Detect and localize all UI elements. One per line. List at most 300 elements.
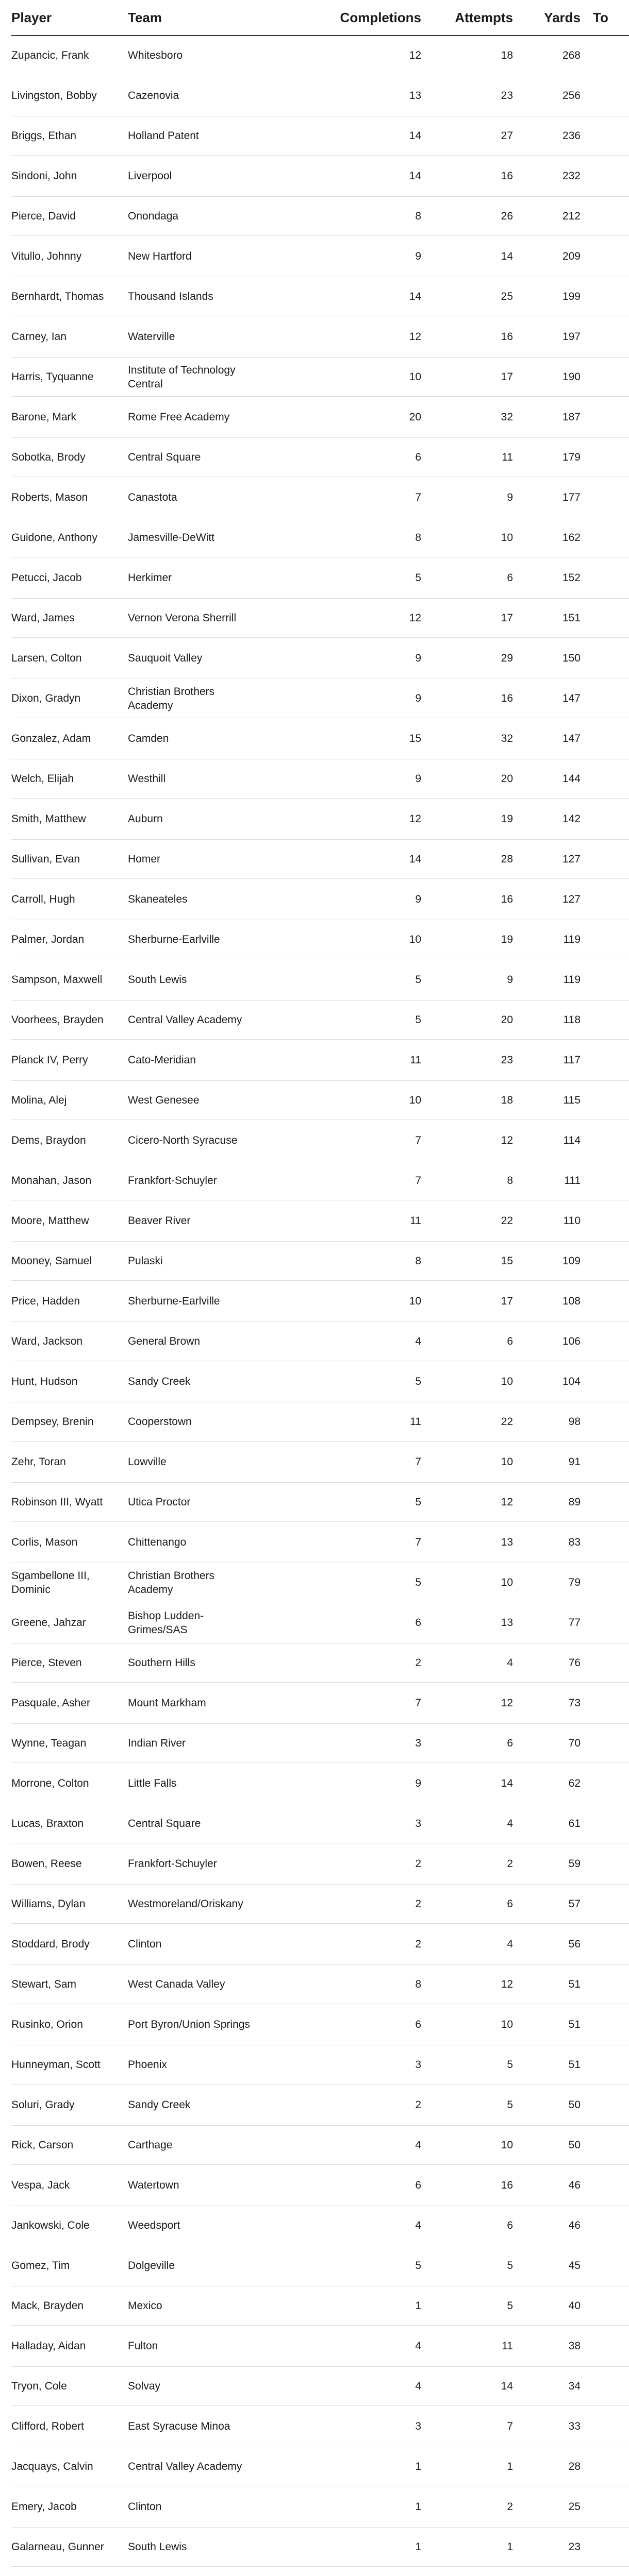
table-row [11,679,629,718]
cell-yards: 114 [513,1120,581,1161]
table-row [11,2084,629,2126]
cell-attempts: 5 [421,2045,513,2084]
cell-player: Sindoni, John [11,156,128,197]
cell-player [11,2567,128,2576]
cell-attempts: 10 [421,2126,513,2165]
cell-player: Robinson III, Wyatt [11,1483,128,1522]
cell-completions: 8 [263,1965,421,2004]
cell-touchdowns [581,1120,629,1161]
cell-touchdowns [581,1081,629,1120]
cell-player: Harris, Tyquanne [11,358,128,397]
cell-completions: 20 [263,397,421,438]
cell-completions: 10 [263,920,421,959]
cell-touchdowns [581,2206,629,2245]
table-row [11,2286,629,2326]
cell-touchdowns [581,197,629,236]
cell-yards: 127 [513,840,581,879]
cell-team: Rome Free Academy [128,397,263,438]
cell-yards: 187 [513,397,581,438]
cell-player: Gomez, Tim [11,2245,128,2286]
cell-player: Roberts, Mason [11,477,128,518]
cell-attempts: 6 [421,2206,513,2245]
cell-attempts: 16 [421,879,513,920]
cell-team: Cazenovia [128,75,263,116]
cell-touchdowns [581,1683,629,1724]
cell-yards: 179 [513,438,581,477]
table-row [11,1965,629,2004]
cell-yards: 104 [513,1361,581,1402]
cell-yards: 119 [513,959,581,1001]
cell-team: Central Valley Academy [128,1001,263,1040]
cell-touchdowns [581,1001,629,1040]
table-row [11,236,629,277]
cell-touchdowns [581,2486,629,2528]
table-container [11,0,629,2576]
cell-attempts: 6 [421,1724,513,1763]
table-row [11,1081,629,1120]
cell-team: Fulton [128,2326,263,2367]
cell-touchdowns [581,116,629,156]
table-row [11,1522,629,1563]
cell-yards: 152 [513,557,581,599]
cell-attempts: 22 [421,1402,513,1442]
table-row [11,2245,629,2286]
cell-touchdowns [581,1483,629,1522]
table-row [11,2567,629,2576]
cell-attempts: 12 [421,1483,513,1522]
cell-yards: 117 [513,1040,581,1081]
cell-player: Guidone, Anthony [11,518,128,557]
cell-touchdowns [581,1442,629,1483]
cell-team: Cicero-North Syracuse [128,1120,263,1161]
cell-player: Voorhees, Brayden [11,1001,128,1040]
cell-completions [263,2567,421,2576]
table-row [11,2486,629,2528]
cell-team: Christian Brothers Academy [128,1563,263,1602]
cell-touchdowns [581,1924,629,1965]
col-header-player[interactable]: Player [11,0,128,36]
cell-team: East Syracuse Minoa [128,2406,263,2447]
cell-touchdowns [581,959,629,1001]
table-row [11,156,629,197]
cell-completions: 14 [263,840,421,879]
cell-yards: 108 [513,1281,581,1322]
cell-completions: 5 [263,1001,421,1040]
cell-attempts: 19 [421,799,513,840]
cell-team: Clinton [128,2486,263,2528]
cell-team: Phoenix [128,2045,263,2084]
cell-completions: 14 [263,277,421,316]
cell-yards: 119 [513,920,581,959]
cell-touchdowns [581,358,629,397]
cell-yards: 34 [513,2367,581,2406]
cell-player: Wynne, Teagan [11,1724,128,1763]
cell-team: Cooperstown [128,1402,263,1442]
cell-player: Sullivan, Evan [11,840,128,879]
table-row [11,1683,629,1724]
cell-completions: 11 [263,1402,421,1442]
cell-attempts: 8 [421,1161,513,1200]
cell-player: Stewart, Sam [11,1965,128,2004]
cell-completions: 6 [263,438,421,477]
cell-completions: 7 [263,477,421,518]
cell-touchdowns [581,1200,629,1242]
cell-team: Chittenango [128,1522,263,1563]
table-row [11,1804,629,1843]
table-row [11,2165,629,2206]
table-row [11,2126,629,2165]
cell-touchdowns [581,1885,629,1924]
cell-attempts: 28 [421,840,513,879]
table-row [11,1402,629,1442]
cell-player: Dixon, Gradyn [11,679,128,718]
table-row [11,799,629,840]
cell-yards: 77 [513,1602,581,1643]
cell-completions: 7 [263,1161,421,1200]
cell-player: Smith, Matthew [11,799,128,840]
cell-attempts: 32 [421,397,513,438]
cell-player: Bowen, Reese [11,1843,128,1885]
cell-player: Ward, James [11,599,128,638]
cell-completions: 12 [263,316,421,358]
cell-yards: 61 [513,1804,581,1843]
cell-player: Pasquale, Asher [11,1683,128,1724]
cell-yards: 91 [513,1442,581,1483]
cell-player: Hunneyman, Scott [11,2045,128,2084]
cell-player: Larsen, Colton [11,638,128,679]
table-row [11,920,629,959]
cell-player: Galarneau, Gunner [11,2528,128,2567]
cell-completions: 3 [263,2045,421,2084]
cell-yards: 33 [513,2406,581,2447]
cell-player: Zupancic, Frank [11,36,128,75]
cell-completions: 12 [263,36,421,75]
table-row [11,2367,629,2406]
cell-player: Palmer, Jordan [11,920,128,959]
cell-completions: 6 [263,2004,421,2045]
cell-completions: 7 [263,1442,421,1483]
cell-completions: 7 [263,1522,421,1563]
cell-touchdowns [581,2367,629,2406]
table-row [11,1040,629,1081]
table-row [11,599,629,638]
cell-yards: 51 [513,2045,581,2084]
cell-team: Homer [128,840,263,879]
table-body [11,36,629,2576]
cell-touchdowns [581,718,629,759]
cell-yards: 109 [513,1242,581,1281]
cell-yards: 150 [513,638,581,679]
cell-player: Hunt, Hudson [11,1361,128,1402]
cell-attempts: 6 [421,557,513,599]
cell-yards: 59 [513,1843,581,1885]
cell-yards: 256 [513,75,581,116]
cell-completions: 3 [263,1804,421,1843]
cell-yards: 57 [513,1885,581,1924]
cell-touchdowns [581,36,629,75]
cell-touchdowns [581,2045,629,2084]
cell-touchdowns [581,679,629,718]
cell-touchdowns [581,599,629,638]
cell-player: Petucci, Jacob [11,557,128,599]
table-row [11,1483,629,1522]
table-row [11,2447,629,2486]
cell-attempts: 4 [421,1643,513,1683]
cell-attempts: 16 [421,679,513,718]
cell-player: Emery, Jacob [11,2486,128,2528]
cell-team: Central Square [128,1804,263,1843]
cell-completions: 14 [263,156,421,197]
cell-completions: 4 [263,2367,421,2406]
cell-completions: 8 [263,518,421,557]
cell-player: Stoddard, Brody [11,1924,128,1965]
cell-touchdowns [581,1563,629,1602]
cell-attempts: 4 [421,1804,513,1843]
cell-attempts: 5 [421,2245,513,2286]
cell-player: Moore, Matthew [11,1200,128,1242]
cell-attempts: 16 [421,316,513,358]
cell-touchdowns [581,1161,629,1200]
cell-yards: 177 [513,477,581,518]
cell-completions: 6 [263,2165,421,2206]
cell-yards: 83 [513,1522,581,1563]
cell-team: Indian River [128,1724,263,1763]
cell-attempts: 1 [421,2528,513,2567]
cell-completions: 4 [263,2126,421,2165]
cell-attempts: 23 [421,75,513,116]
cell-team: Camden [128,718,263,759]
cell-player: Livingston, Bobby [11,75,128,116]
cell-player: Sgambellone III, Dominic [11,1563,128,1602]
cell-player: Halladay, Aidan [11,2326,128,2367]
cell-yards: 23 [513,2528,581,2567]
cell-yards: 142 [513,799,581,840]
cell-touchdowns [581,557,629,599]
table-row [11,759,629,799]
cell-touchdowns [581,1361,629,1402]
cell-attempts: 14 [421,2367,513,2406]
cell-team: Central Valley Academy [128,2447,263,2486]
table-row [11,2004,629,2045]
cell-yards: 70 [513,1724,581,1763]
cell-player: Molina, Alej [11,1081,128,1120]
cell-yards: 50 [513,2126,581,2165]
cell-completions: 11 [263,1200,421,1242]
cell-yards: 147 [513,679,581,718]
cell-attempts: 2 [421,1843,513,1885]
cell-attempts: 12 [421,1965,513,2004]
col-header-yards[interactable]: Yards [513,0,581,36]
cell-yards: 40 [513,2286,581,2326]
cell-player: Briggs, Ethan [11,116,128,156]
cell-yards: 197 [513,316,581,358]
cell-player: Sampson, Maxwell [11,959,128,1001]
cell-completions: 13 [263,75,421,116]
cell-team: Beaver River [128,1200,263,1242]
cell-attempts: 29 [421,638,513,679]
table-row [11,879,629,920]
cell-player: Tryon, Cole [11,2367,128,2406]
cell-attempts: 15 [421,1242,513,1281]
cell-completions: 2 [263,1843,421,1885]
cell-player: Zehr, Toran [11,1442,128,1483]
cell-attempts: 5 [421,2286,513,2326]
cell-touchdowns [581,1724,629,1763]
cell-team: Christian Brothers Academy [128,679,263,718]
cell-yards [513,2567,581,2576]
cell-yards: 127 [513,879,581,920]
cell-attempts: 12 [421,1683,513,1724]
cell-touchdowns [581,1402,629,1442]
cell-player: Barone, Mark [11,397,128,438]
table-row [11,1322,629,1361]
cell-touchdowns [581,1804,629,1843]
cell-touchdowns [581,1602,629,1643]
cell-attempts: 23 [421,1040,513,1081]
cell-player: Gonzalez, Adam [11,718,128,759]
cell-yards: 73 [513,1683,581,1724]
table-row [11,2326,629,2367]
cell-player: Dems, Braydon [11,1120,128,1161]
cell-yards: 62 [513,1763,581,1804]
cell-attempts: 19 [421,920,513,959]
cell-attempts: 9 [421,477,513,518]
cell-completions: 3 [263,1724,421,1763]
cell-player: Vespa, Jack [11,2165,128,2206]
cell-team: Canastota [128,477,263,518]
cell-attempts: 26 [421,197,513,236]
cell-player: Greene, Jahzar [11,1602,128,1643]
cell-yards: 45 [513,2245,581,2286]
cell-touchdowns [581,236,629,277]
cell-completions: 4 [263,1322,421,1361]
cell-touchdowns [581,799,629,840]
cell-touchdowns [581,75,629,116]
cell-touchdowns [581,1965,629,2004]
cell-player: Mack, Brayden [11,2286,128,2326]
cell-attempts: 32 [421,718,513,759]
cell-completions: 9 [263,879,421,920]
col-header-touchdowns[interactable]: To [581,0,629,36]
cell-yards: 147 [513,718,581,759]
cell-team: Sherburne-Earlville [128,920,263,959]
cell-team: Holland Patent [128,116,263,156]
cell-attempts: 2 [421,2486,513,2528]
col-header-completions[interactable]: Completions [263,0,421,36]
cell-player: Ward, Jackson [11,1322,128,1361]
cell-completions: 1 [263,2286,421,2326]
cell-attempts: 7 [421,2406,513,2447]
cell-team: Southern Hills [128,1643,263,1683]
cell-yards: 98 [513,1402,581,1442]
cell-attempts: 1 [421,2447,513,2486]
cell-yards: 56 [513,1924,581,1965]
cell-touchdowns [581,879,629,920]
cell-team: Frankfort-Schuyler [128,1843,263,1885]
cell-player: Morrone, Colton [11,1763,128,1804]
cell-touchdowns [581,2286,629,2326]
cell-team: West Canada Valley [128,1965,263,2004]
cell-player: Carroll, Hugh [11,879,128,920]
cell-attempts: 11 [421,438,513,477]
cell-yards: 232 [513,156,581,197]
cell-touchdowns [581,1040,629,1081]
cell-attempts: 18 [421,1081,513,1120]
cell-attempts: 6 [421,1885,513,1924]
cell-team: Lowville [128,1442,263,1483]
cell-completions: 1 [263,2447,421,2486]
cell-team: Liverpool [128,156,263,197]
cell-attempts: 18 [421,36,513,75]
cell-team: Jamesville-DeWitt [128,518,263,557]
cell-completions: 12 [263,799,421,840]
cell-completions: 12 [263,599,421,638]
cell-touchdowns [581,2406,629,2447]
cell-player: Pierce, David [11,197,128,236]
cell-player: Planck IV, Perry [11,1040,128,1081]
col-header-attempts[interactable]: Attempts [421,0,513,36]
cell-attempts: 10 [421,1442,513,1483]
cell-touchdowns [581,920,629,959]
cell-completions: 9 [263,236,421,277]
table-row [11,518,629,557]
cell-touchdowns [581,156,629,197]
col-header-team[interactable]: Team [128,0,263,36]
cell-player: Clifford, Robert [11,2406,128,2447]
cell-touchdowns [581,397,629,438]
cell-touchdowns [581,2447,629,2486]
cell-yards: 212 [513,197,581,236]
table-row [11,1442,629,1483]
cell-player: Jankowski, Cole [11,2206,128,2245]
table-row [11,316,629,358]
cell-attempts: 10 [421,518,513,557]
cell-touchdowns [581,518,629,557]
cell-completions: 1 [263,2486,421,2528]
table-row [11,1200,629,1242]
cell-completions: 2 [263,1643,421,1683]
table-row [11,1763,629,1804]
cell-team: Central Square [128,438,263,477]
cell-completions: 15 [263,718,421,759]
cell-team: Little Falls [128,1763,263,1804]
table-row [11,557,629,599]
cell-attempts: 22 [421,1200,513,1242]
table-row [11,2528,629,2567]
cell-touchdowns [581,2567,629,2576]
cell-touchdowns [581,477,629,518]
cell-player: Carney, Ian [11,316,128,358]
cell-team: Skaneateles [128,879,263,920]
table-row [11,1724,629,1763]
cell-player: Vitullo, Johnny [11,236,128,277]
cell-team: Bishop Ludden-Grimes/SAS [128,1602,263,1643]
cell-touchdowns [581,2084,629,2126]
cell-player: Jacquays, Calvin [11,2447,128,2486]
cell-yards: 50 [513,2084,581,2126]
cell-attempts: 6 [421,1322,513,1361]
table-row [11,1602,629,1643]
cell-team: South Lewis [128,959,263,1001]
cell-yards: 25 [513,2486,581,2528]
cell-completions: 9 [263,759,421,799]
cell-yards: 76 [513,1643,581,1683]
cell-player: Price, Hadden [11,1281,128,1322]
cell-team: West Genesee [128,1081,263,1120]
cell-player: Soluri, Grady [11,2084,128,2126]
cell-attempts: 17 [421,599,513,638]
cell-team: Waterville [128,316,263,358]
